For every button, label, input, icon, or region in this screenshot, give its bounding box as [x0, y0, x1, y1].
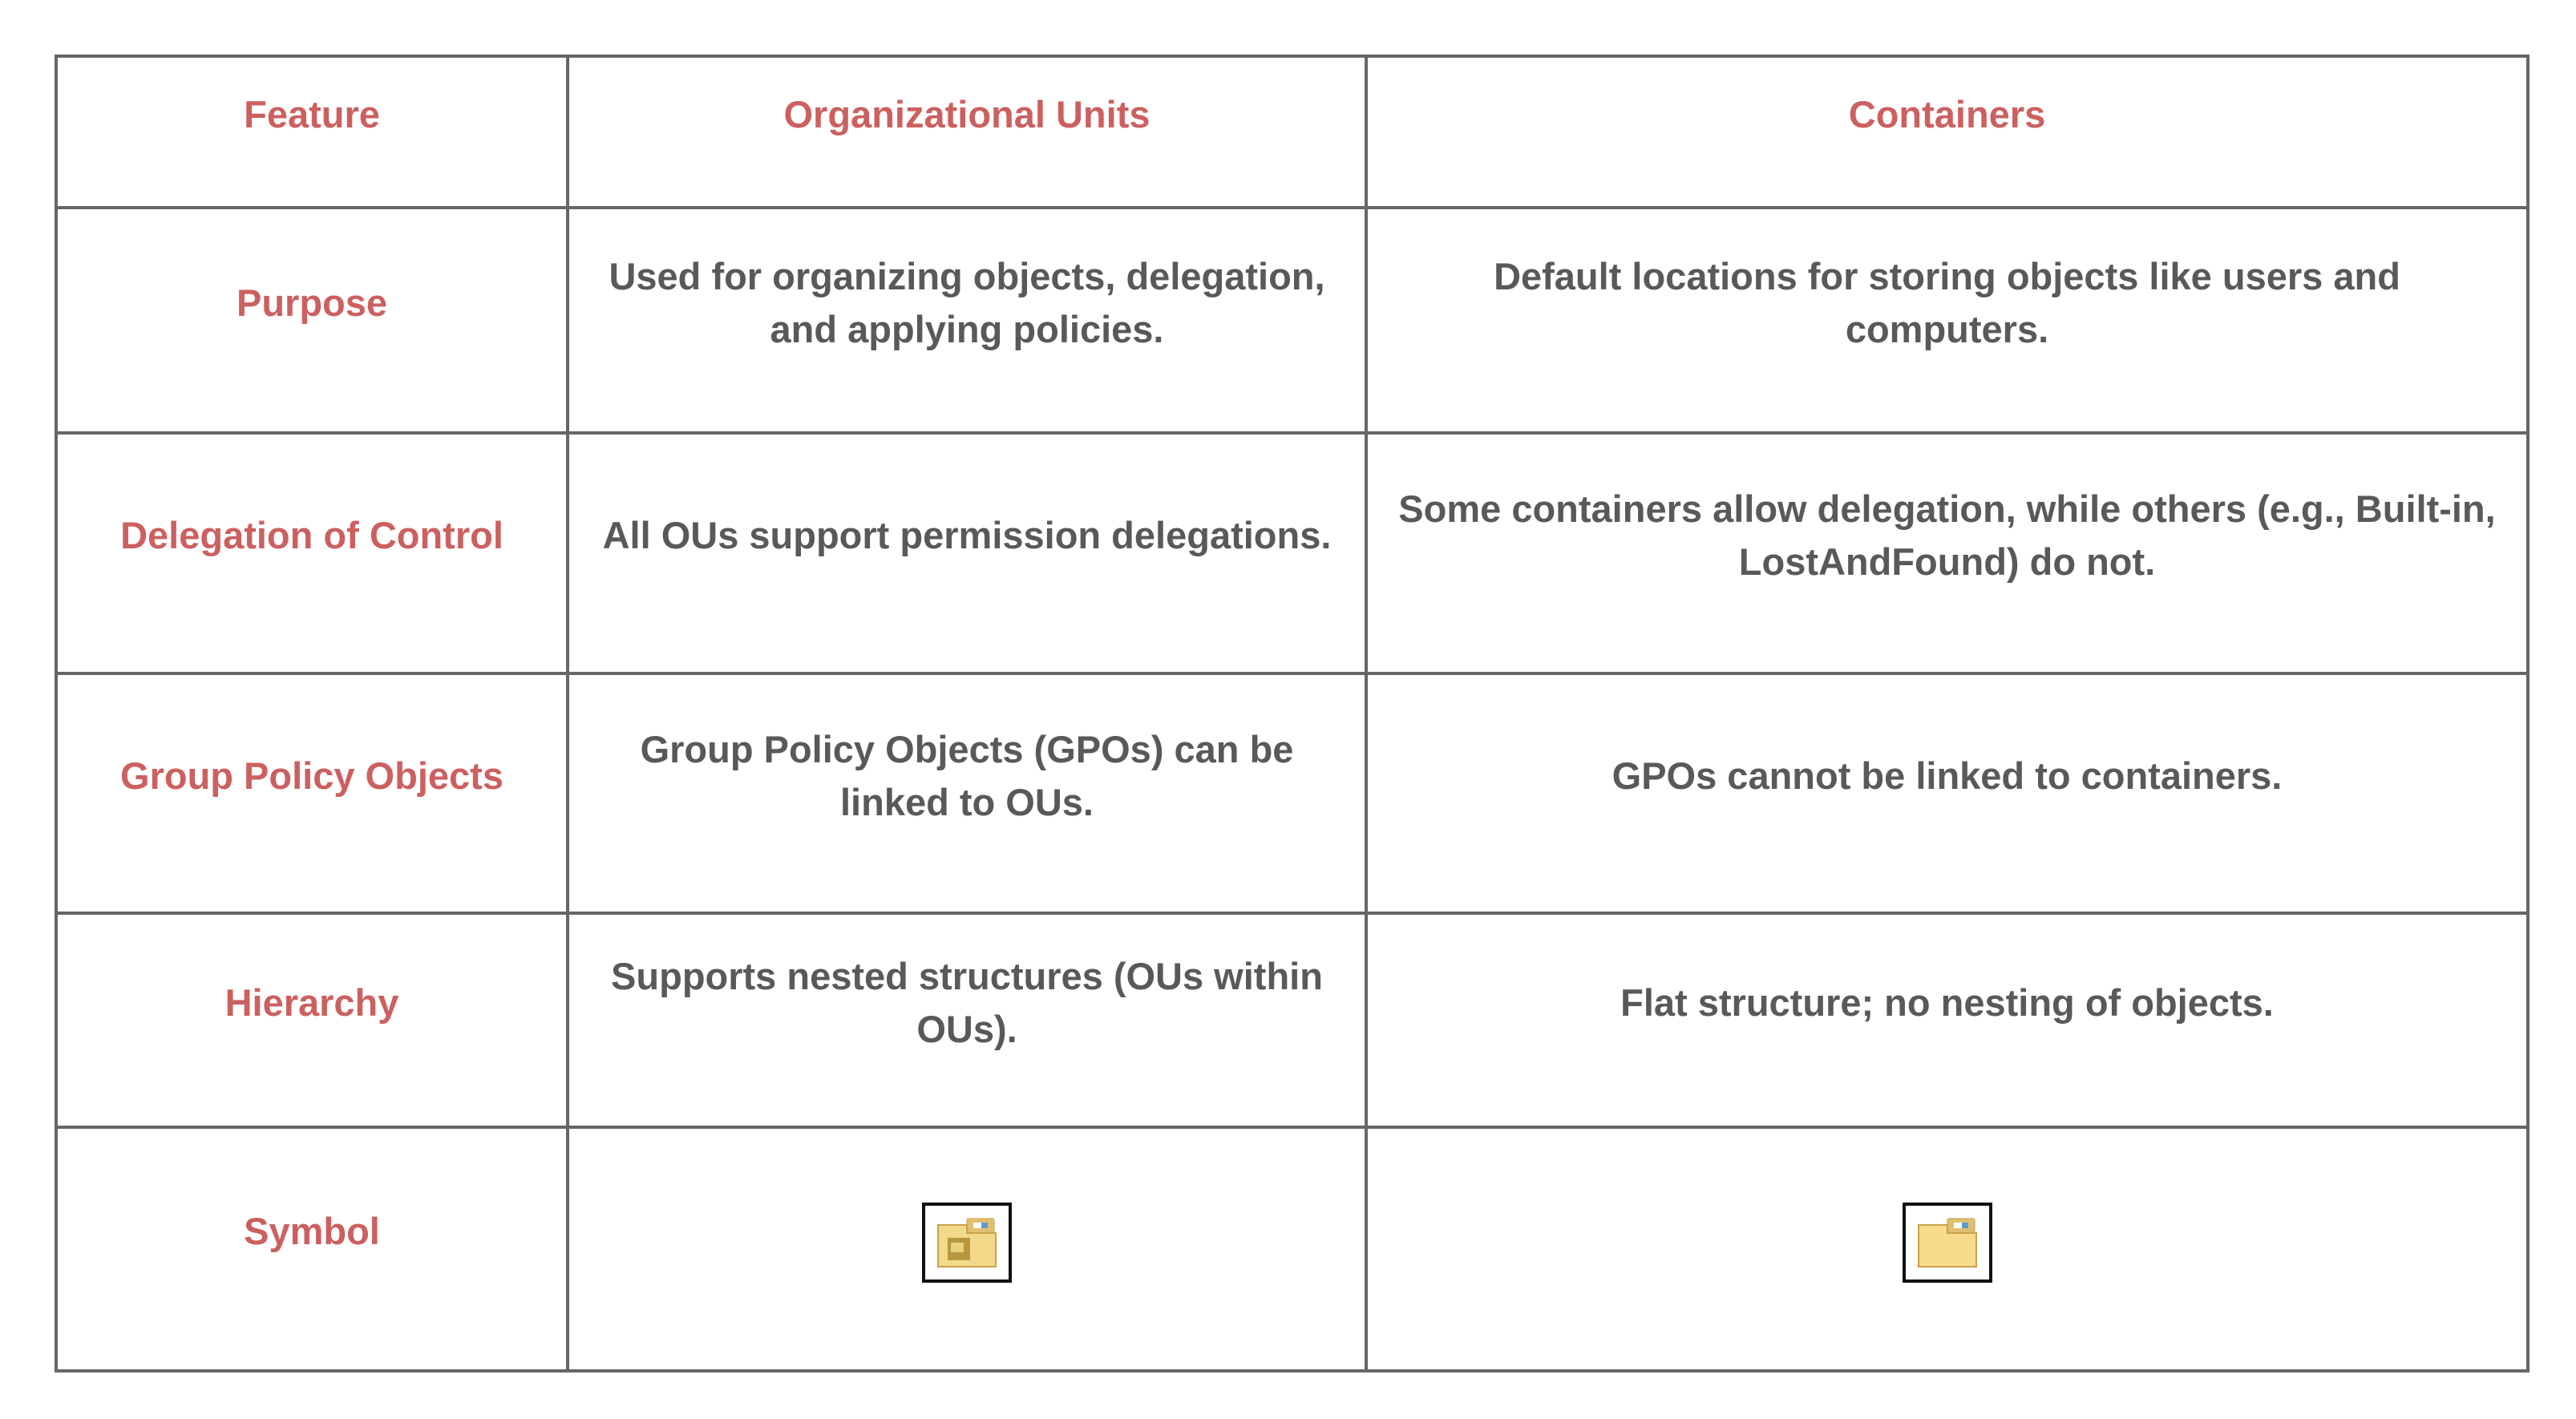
ou-symbol-cell	[568, 1127, 1366, 1371]
ou-cell: All OUs support permission delegations.	[568, 433, 1366, 673]
table-row	[56, 673, 2528, 913]
feature-cell: Symbol	[56, 1127, 568, 1371]
ou-cell: Group Policy Objects (GPOs) can be linked to OUs.	[568, 673, 1366, 913]
containers-cell: Some containers allow delegation, while others (e.g., Built-in, LostAndFound) do not.	[1366, 433, 2528, 673]
feature-cell: Purpose	[56, 208, 568, 433]
feature-cell: Hierarchy	[56, 913, 568, 1127]
table-row	[56, 208, 2528, 433]
table-row	[56, 1127, 2528, 1371]
containers-cell: GPOs cannot be linked to containers.	[1366, 673, 2528, 913]
feature-cell: Delegation of Control	[56, 433, 568, 673]
comparison-table	[55, 55, 2529, 1373]
header-organizational-units: Organizational Units	[568, 56, 1366, 208]
feature-cell: Group Policy Objects	[56, 673, 568, 913]
table-row	[56, 433, 2528, 673]
ou-cell: Supports nested structures (OUs within OUs).	[568, 913, 1366, 1127]
table-row	[56, 913, 2528, 1127]
organizational-unit-folder-icon	[922, 1203, 1012, 1283]
container-folder-icon	[1903, 1203, 1992, 1283]
header-containers: Containers	[1366, 56, 2528, 208]
ou-cell: Used for organizing objects, delegation, and applying policies.	[568, 208, 1366, 433]
containers-cell: Flat structure; no nesting of objects.	[1366, 913, 2528, 1127]
header-row	[56, 56, 2528, 208]
containers-symbol-cell	[1366, 1127, 2528, 1371]
containers-cell: Default locations for storing objects like users and computers.	[1366, 208, 2528, 433]
header-feature: Feature	[56, 56, 568, 208]
